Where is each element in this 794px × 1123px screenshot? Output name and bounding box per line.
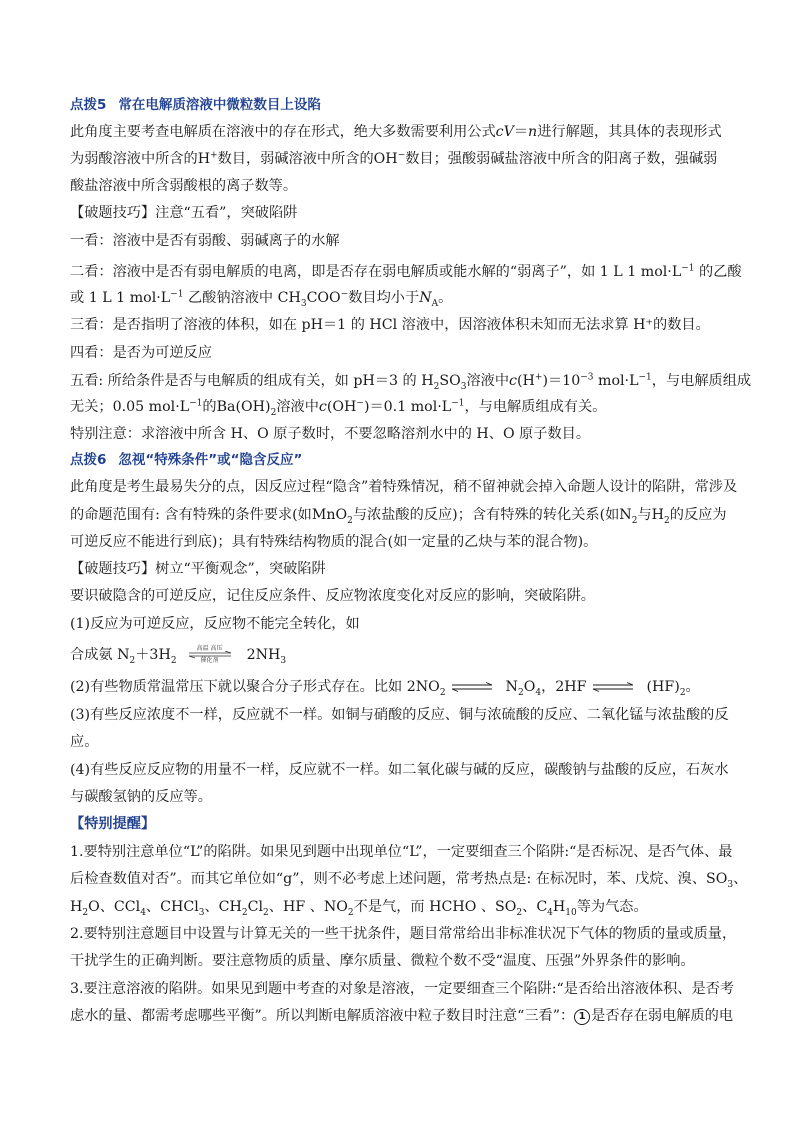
section6-title: 忽视“特殊条件”或“隐含反应” [118, 452, 303, 468]
look-five-line1: 五看: 所给条件是否与电解质的组成有关，如 pH＝3 的 $H_2SO_3$溶液中$c(H^+)=10^{-3}$ $mol\cdot L^{-1}$，与电解质组成 [70, 372, 752, 392]
section6-tip: 【破题技巧】树立“平衡观念”，突破陷阱 [70, 561, 326, 577]
section5-para-line1: 此角度主要考查电解质在溶液中的存在形式，绝大多数需要利用公式cV＝n进行解题，其具体的表现形式 [70, 124, 722, 140]
ammonia-synthesis-equation: 合成氨 $N_2+3H_2$ 高温 高压 催化剂 $2NH_3$ [70, 645, 287, 666]
item-4-line1: (4)有些反应反应物的用量不一样，反应就不一样。如二氧化碳与碱的反应，碳酸钠与盐酸的反应，石灰水 [70, 762, 729, 778]
look-two-line1: 二看：溶液中是否有弱电解质的电离，即是否存在弱电解质或能水解的“弱离子”，如 1 L 1 $mol\cdot L^{-1}$ 的乙酸 [70, 263, 742, 280]
section6-label: 点拨6 [70, 452, 107, 468]
section5-label: 点拨5 [70, 97, 107, 113]
item-2: (2)有些物质常温常压下就以聚合分子形式存在。比如 $2NO_2$ $N_2O_4$，2HF $(HF)_2$。 [70, 679, 700, 698]
section5-tip: 【破题技巧】注意“五看”，突破陷阱 [70, 205, 298, 221]
item-1: (1)反应为可逆反应，反应物不能完全转化，如 [70, 616, 360, 632]
item-3-line1: (3)有些反应浓度不一样，反应就不一样。如铜与硝酸的反应、铜与浓硫酸的反应、二氧化锰与浓盐酸的反 [70, 707, 729, 723]
reminder-1-line2: 后检查数值对否”。而其它单位如“g”，则不必考虑上述问题，常考热点是: 在标况时，苯、戊烷、溴、$SO_3$、 [70, 871, 748, 890]
look-two-line2: 或 1 L 1 $mol\cdot L^{-1}$ 乙酸钠溶液中 $CH_3COO^-$数目均小于$N_A$。 [70, 289, 453, 309]
section6-para-line2: 的命题范围有: 含有特殊的条件要求(如MnO$_2$与浓盐酸的反应)；含有特殊的转化关系(如$N_2$与$H_2$的反应为 [70, 507, 727, 526]
reversible-arrow-with-conditions: 高温 高压 催化剂 [187, 645, 233, 665]
section5-para-line3: 酸盐溶液中所含弱酸根的离子数等。 [70, 178, 298, 194]
equilibrium-arrow-icon [591, 682, 635, 692]
item-4-line2: 与碳酸氢钠的反应等。 [70, 789, 212, 805]
look-three: 三看：是否指明了溶液的体积，如在 pH＝1 的 HCl 溶液中，因溶液体积未知而无法求算 H⁺的数目。 [70, 317, 710, 333]
equilibrium-arrow-icon [450, 682, 494, 692]
item-3-line2: 应。 [70, 734, 99, 750]
look-five-line2: 无关；0.05 $mol\cdot L^{-1}$的$Ba(OH)_2$溶液中c(OH−)＝0.1 $mol\cdot L^{-1}$，与电解质组成有关。 [70, 398, 607, 418]
look-four: 四看：是否为可逆反应 [70, 345, 212, 361]
reminder-2-line2: 干扰学生的正确判断。要注意物质的质量、摩尔质量、微粒个数不受“温度、压强”外界条件的影响。 [70, 953, 695, 969]
reminder-3-line1: 3.要注意溶液的陷阱。如果见到题中考查的对象是溶液，一定要细查三个陷阱:“是否给出溶液体积、是否考 [70, 981, 735, 997]
special-reminder-heading: 【特别提醒】 [70, 816, 156, 832]
reminder-2-line1: 2.要特别注意题目中设置与计算无关的一些干扰条件，题目常常给出非标准状况下气体的物质的量或质量， [70, 926, 737, 942]
section6-para-line3: 可逆反应不能进行到底)；具有特殊结构物质的混合(如一定量的乙炔与苯的混合物)。 [70, 534, 598, 550]
section6-para-line1: 此角度是考生最易失分的点，因反应过程“隐含”着特殊情况，稍不留神就会掉入命题人设计的陷阱，常涉及 [70, 479, 738, 495]
reminder-3-line2: 虑水的量、都需考虑哪些平衡”。所以判断电解质溶液中粒子数目时注意“三看”： 1 是否存在弱电解质的电 [70, 1008, 734, 1024]
reminder-1-line3: $H_2O$、CCl$_4$、CHCl$_3$、$CH_2Cl_2$、HF 、$NO_2$不是气，而 HCHO 、$SO_2$、$C_4H_{10}$等为气态。 [70, 899, 648, 918]
section6-heading [70, 450, 302, 470]
reminder-1-line1: 1.要特别注意单位“L”的陷阱。如果见到题中出现单位“L”，一定要细查三个陷阱:“是否标况、是否气体、最 [70, 844, 733, 860]
section5-title: 常在电解质溶液中微粒数目上设陷 [118, 97, 321, 113]
section5-heading [70, 95, 321, 115]
special-note: 特别注意：求溶液中所含 H、O 原子数时，不要忽略溶剂水中的 H、O 原子数目。 [70, 426, 591, 442]
look-one: 一看：溶液中是否有弱酸、弱碱离子的水解 [70, 233, 340, 249]
section6-para-line4: 要识破隐含的可逆反应，记住反应条件、反应物浓度变化对反应的影响，突破陷阱。 [70, 588, 595, 604]
circled-number-one: 1 [574, 1009, 590, 1025]
section5-para-line2: 为弱酸溶液中所含的H+数目，弱碱溶液中所含的OH−数目；强酸弱碱盐溶液中所含的阳离子数，强碱弱 [70, 150, 718, 167]
